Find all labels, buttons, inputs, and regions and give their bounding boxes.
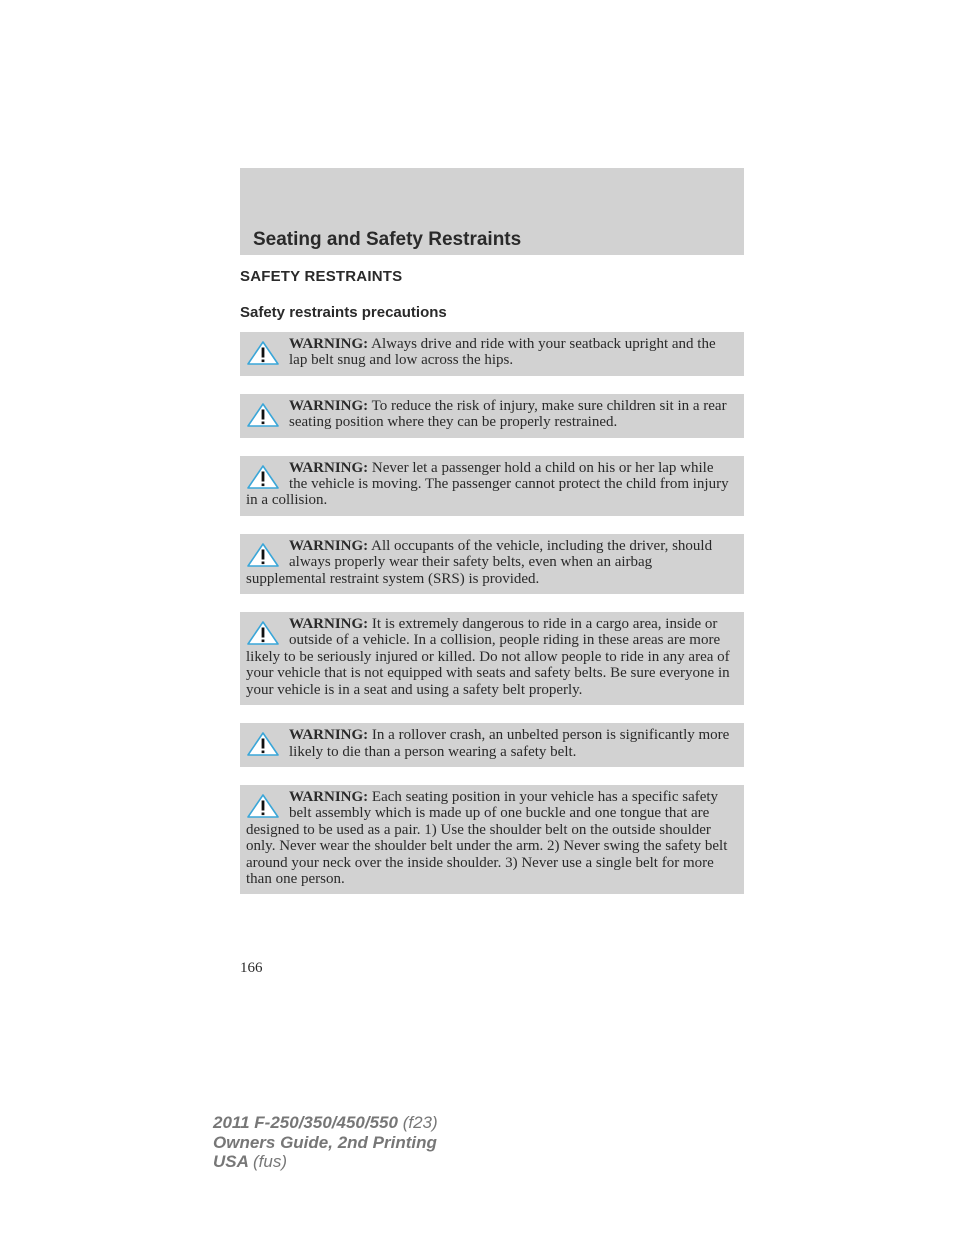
warning-label: WARNING: [289,459,369,476]
warning-text: All occupants of the vehicle, including the driver, should always properly wear their safety belts, even when an airbag supplemental restraint system (SRS) is provided. [246,537,713,587]
warning-text: Never let a passenger hold a child on his or her lap while the vehicle is moving. The passenger cannot protect the child from injury in a collision. [246,459,729,509]
warning-triangle-icon [246,731,280,757]
chapter-title: Seating and Safety Restraints [253,229,522,250]
warning-text: To reduce the risk of injury, make sure children sit in a rear seating position where they can be properly restrained. [289,397,727,431]
warning-box [240,785,744,894]
section-title: SAFETY RESTRAINTS [240,268,403,285]
warning-box [240,534,744,594]
warning-text: Each seating position in your vehicle has a specific safety belt assembly which is made up of one buckle and one tongue that are designed to be used as a pair. 1) Use the shoulder belt on the outside shoulder only. Never wear the shoulder belt under the arm. 2) Never swing the safety belt around your neck over the inside shoulder. 3) Never use a single belt for more than one person. [246,788,728,887]
warning-text: It is extremely dangerous to ride in a cargo area, inside or outside of a vehicle. In a collision, people riding in these areas are more likely to be seriously injured or killed. Do not allow people to ride in any area of your vehicle that is not equipped with seats and safety belts. Be sure everyone in your vehicle is in a seat and using a safety belt properly. [246,616,730,698]
warning-text: In a rollover crash, an unbelted person is significantly more likely to die than a person wearing a safety belt. [289,727,730,760]
warning-label: WARNING: [289,336,369,352]
warning-label: WARNING: [289,397,369,414]
warning-box [240,723,744,767]
footer-imprint [213,1113,438,1172]
warning-triangle-icon [246,542,280,568]
subsection-title: Safety restraints precautions [240,304,447,321]
warning-triangle-icon [246,402,280,428]
warning-label: WARNING: [289,616,369,633]
warning-label: WARNING: [289,537,369,554]
footer-market-code: (fus) [253,1152,287,1171]
footer-market: USA [213,1152,249,1171]
warning-box [240,612,744,705]
footer-line-guide: Owners Guide, 2nd Printing [213,1132,437,1152]
warning-box [240,332,744,376]
warning-box [240,394,744,438]
chapter-header-band [240,168,744,255]
warning-triangle-icon [246,620,280,646]
warning-box [240,456,744,516]
footer-line-model [213,1113,438,1133]
warning-label: WARNING: [289,788,369,805]
footer-model-code: (f23) [402,1113,438,1132]
warning-triangle-icon [246,340,280,366]
warning-text: Always drive and ride with your seatback upright and the lap belt snug and low across the hips. [289,336,716,369]
warning-list [240,332,744,912]
warning-label: WARNING: [289,727,369,744]
footer-model: 2011 F-250/350/450/550 [213,1113,398,1132]
warning-triangle-icon [246,464,280,490]
warning-triangle-icon [246,793,280,819]
footer-line-market [213,1152,438,1172]
page-number: 166 [240,960,263,976]
